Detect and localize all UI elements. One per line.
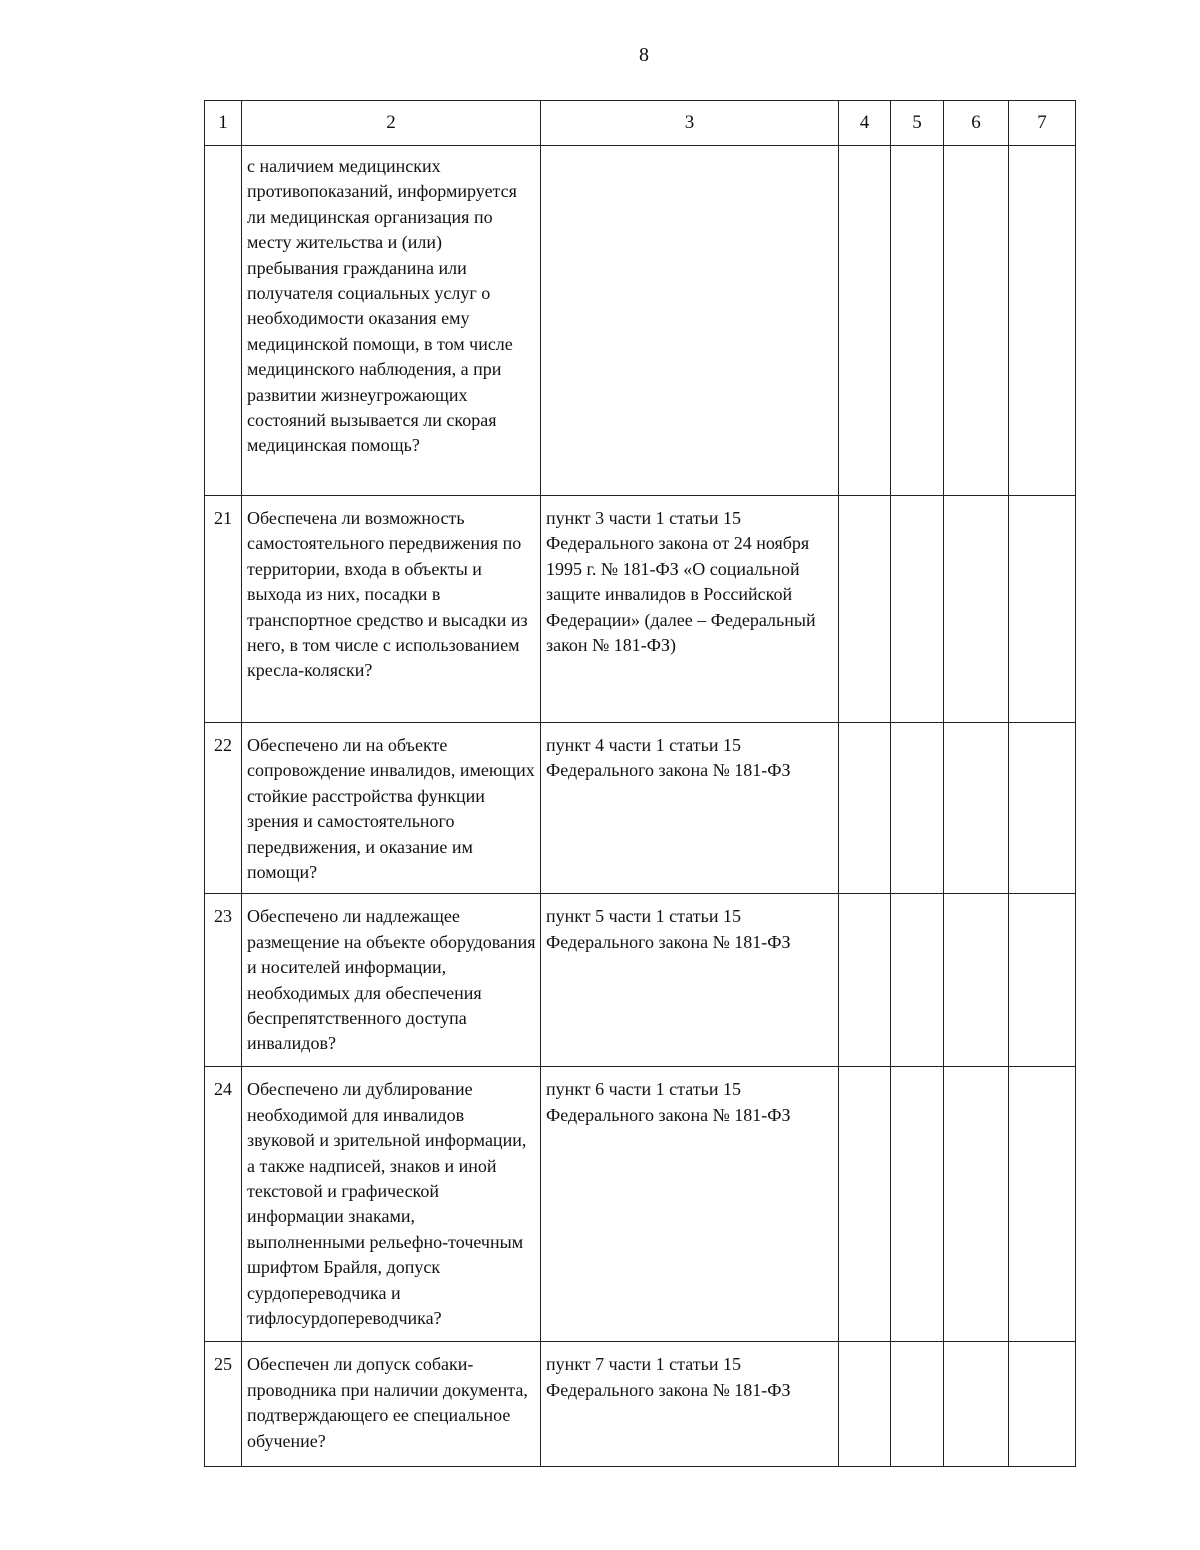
checklist-table [204, 100, 1076, 1467]
row-cell-col6 [944, 146, 1009, 496]
column-header: 7 [1009, 101, 1076, 146]
row-cell-col6 [944, 894, 1009, 1067]
row-question: Обеспечено ли на объекте сопровождение инвалидов, имеющих стойкие расстройства функции зрения и самостоятельного передвижения, и оказание им помощи? [242, 723, 541, 894]
row-cell-col7 [1009, 1342, 1076, 1467]
table-row [205, 146, 1076, 496]
column-header: 4 [839, 101, 891, 146]
column-header: 2 [242, 101, 541, 146]
table-row [205, 1342, 1076, 1467]
row-cell-col7 [1009, 1067, 1076, 1342]
row-cell-col5 [891, 723, 944, 894]
row-cell-col6 [944, 1342, 1009, 1467]
page-number: 8 [639, 44, 649, 66]
column-header: 6 [944, 101, 1009, 146]
row-cell-col5 [891, 496, 944, 723]
table-header-row [205, 101, 1076, 146]
row-cell-col7 [1009, 496, 1076, 723]
row-cell-col7 [1009, 723, 1076, 894]
row-cell-col5 [891, 1067, 944, 1342]
row-cell-col7 [1009, 146, 1076, 496]
row-cell-col4 [839, 1067, 891, 1342]
row-cell-col4 [839, 146, 891, 496]
column-header: 5 [891, 101, 944, 146]
row-cell-col6 [944, 496, 1009, 723]
table-row [205, 723, 1076, 894]
row-legal-basis: пункт 4 части 1 статьи 15 Федерального закона № 181-ФЗ [541, 723, 839, 894]
column-header: 1 [205, 101, 242, 146]
row-cell-col4 [839, 496, 891, 723]
row-cell-col7 [1009, 894, 1076, 1067]
row-legal-basis: пункт 3 части 1 статьи 15 Федерального закона от 24 ноября 1995 г. № 181-ФЗ «О социальной защите инвалидов в Российской Федерации» (далее – Федеральный закон № 181-ФЗ) [541, 496, 839, 723]
row-number: 21 [205, 496, 242, 723]
table-row [205, 496, 1076, 723]
row-legal-basis: пункт 7 части 1 статьи 15 Федерального закона № 181-ФЗ [541, 1342, 839, 1467]
table-row [205, 894, 1076, 1067]
row-cell-col4 [839, 894, 891, 1067]
row-legal-basis: пункт 6 части 1 статьи 15 Федерального закона № 181-ФЗ [541, 1067, 839, 1342]
row-legal-basis: пункт 5 части 1 статьи 15 Федерального закона № 181-ФЗ [541, 894, 839, 1067]
row-number [205, 146, 242, 496]
row-question: с наличием медицинских противопоказаний, информируется ли медицинская организация по месту жительства и (или) пребывания гражданина или получателя социальных услуг о необходимости оказания ему медицинской помощи, в том числе медицинского наблюдения, а при развитии жизнеугрожающих состояний вызывается ли скорая медицинская помощь? [242, 146, 541, 496]
row-question: Обеспечено ли дублирование необходимой для инвалидов звуковой и зрительной информации, а также надписей, знаков и иной текстовой и графической информации знаками, выполненными рельефно-точечным шрифтом Брайля, допуск сурдопереводчика и тифлосурдопереводчика? [242, 1067, 541, 1342]
row-question: Обеспечено ли надлежащее размещение на объекте оборудования и носителей информации, необходимых для обеспечения беспрепятственного доступа инвалидов? [242, 894, 541, 1067]
row-number: 24 [205, 1067, 242, 1342]
row-number: 25 [205, 1342, 242, 1467]
column-header: 3 [541, 101, 839, 146]
row-number: 23 [205, 894, 242, 1067]
table-row [205, 1067, 1076, 1342]
row-question: Обеспечена ли возможность самостоятельного передвижения по территории, входа в объекты и выхода из них, посадки в транспортное средство и высадки из него, в том числе с использованием кресла-коляски? [242, 496, 541, 723]
row-cell-col6 [944, 723, 1009, 894]
row-number: 22 [205, 723, 242, 894]
row-cell-col4 [839, 1342, 891, 1467]
row-cell-col5 [891, 1342, 944, 1467]
row-cell-col4 [839, 723, 891, 894]
row-question: Обеспечен ли допуск собаки-проводника при наличии документа, подтверждающего ее специальное обучение? [242, 1342, 541, 1467]
row-cell-col6 [944, 1067, 1009, 1342]
row-cell-col5 [891, 146, 944, 496]
row-legal-basis [541, 146, 839, 496]
row-cell-col5 [891, 894, 944, 1067]
